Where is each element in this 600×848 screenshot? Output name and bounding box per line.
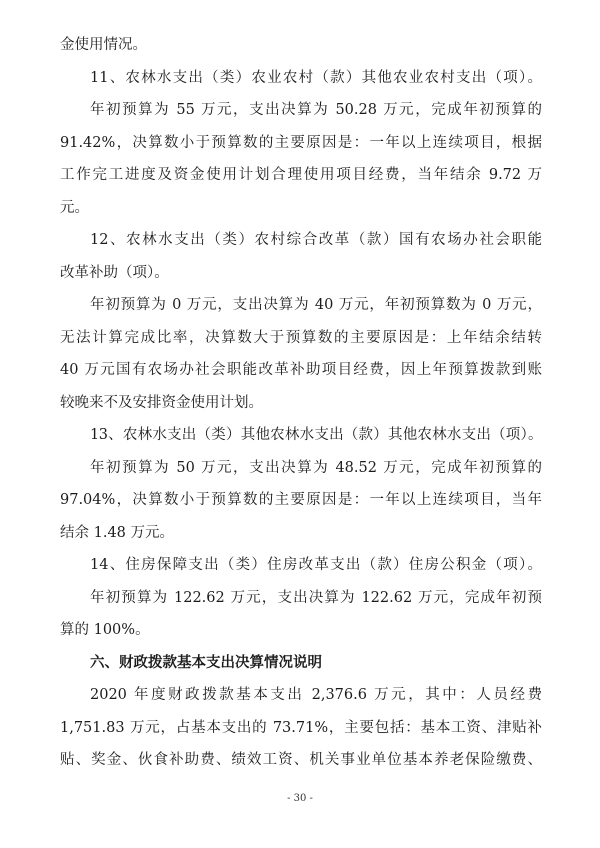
- paragraph-line: 无法计算完成比率，决算数大于预算数的主要原因是：上年结余结转: [60, 329, 542, 346]
- item-heading-14: 14、住房保障支出（类）住房改革支出（款）住房公积金（项）。: [90, 557, 542, 573]
- paragraph-line: 贴、奖金、伙食补助费、绩效工资、机关事业单位基本养老保险缴费、: [60, 752, 542, 768]
- paragraph-line: 2020 年度财政拨款基本支出 2,376.6 万元，其中：人员经费: [90, 687, 542, 703]
- paragraph-line: 91.42%，决算数小于预算数的主要原因是：一年以上连续项目，根据: [60, 134, 542, 151]
- paragraph-line: 工作完工进度及资金使用计划合理使用项目经费，当年结余 9.72 万: [60, 167, 542, 183]
- paragraph-line: 改革补助（项）。: [60, 264, 169, 281]
- paragraph-line: 金使用情况。: [60, 37, 147, 53]
- paragraph-line: 97.04%，决算数小于预算数的主要原因是：一年以上连续项目，当年: [60, 492, 542, 508]
- paragraph-line: 结余 1.48 万元。: [60, 524, 175, 541]
- section-heading: 六、财政拨款基本支出决算情况说明: [90, 653, 322, 671]
- item-heading-12: 12、农林水支出（类）农村综合改革（款）国有农场办社会职能: [90, 232, 542, 248]
- paragraph-line: 较晚来不及安排资金使用计划。: [60, 394, 263, 411]
- item-heading-13: 13、农林水支出（类）其他农林水支出（款）其他农林水支出（项）。: [90, 427, 542, 443]
- paragraph-line: 算的 100%。: [60, 622, 150, 638]
- paragraph-line: 1,751.83 万元，占基本支出的 73.71%，主要包括：基本工资、津贴补: [60, 719, 542, 736]
- paragraph-line: 40 万元国有农场办社会职能改革补助项目经费，因上年预算拨款到账: [60, 362, 542, 378]
- document-body: [60, 29, 542, 777]
- paragraph-line: 元。: [60, 199, 89, 216]
- page-number: - 30 -: [287, 793, 313, 804]
- paragraph-line: 年初预算为 0 万元，支出决算为 40 万元，年初预算数为 0 万元，: [90, 297, 542, 313]
- paragraph-line: 年初预算为 55 万元，支出决算为 50.28 万元，完成年初预算的: [90, 102, 542, 118]
- paragraph-line: 年初预算为 122.62 万元，支出决算为 122.62 万元，完成年初预: [90, 589, 542, 606]
- paragraph-line: 年初预算为 50 万元，支出决算为 48.52 万元，完成年初预算的: [90, 459, 542, 476]
- item-heading-11: 11、农林水支出（类）农业农村（款）其他农业农村支出（项）。: [90, 69, 542, 86]
